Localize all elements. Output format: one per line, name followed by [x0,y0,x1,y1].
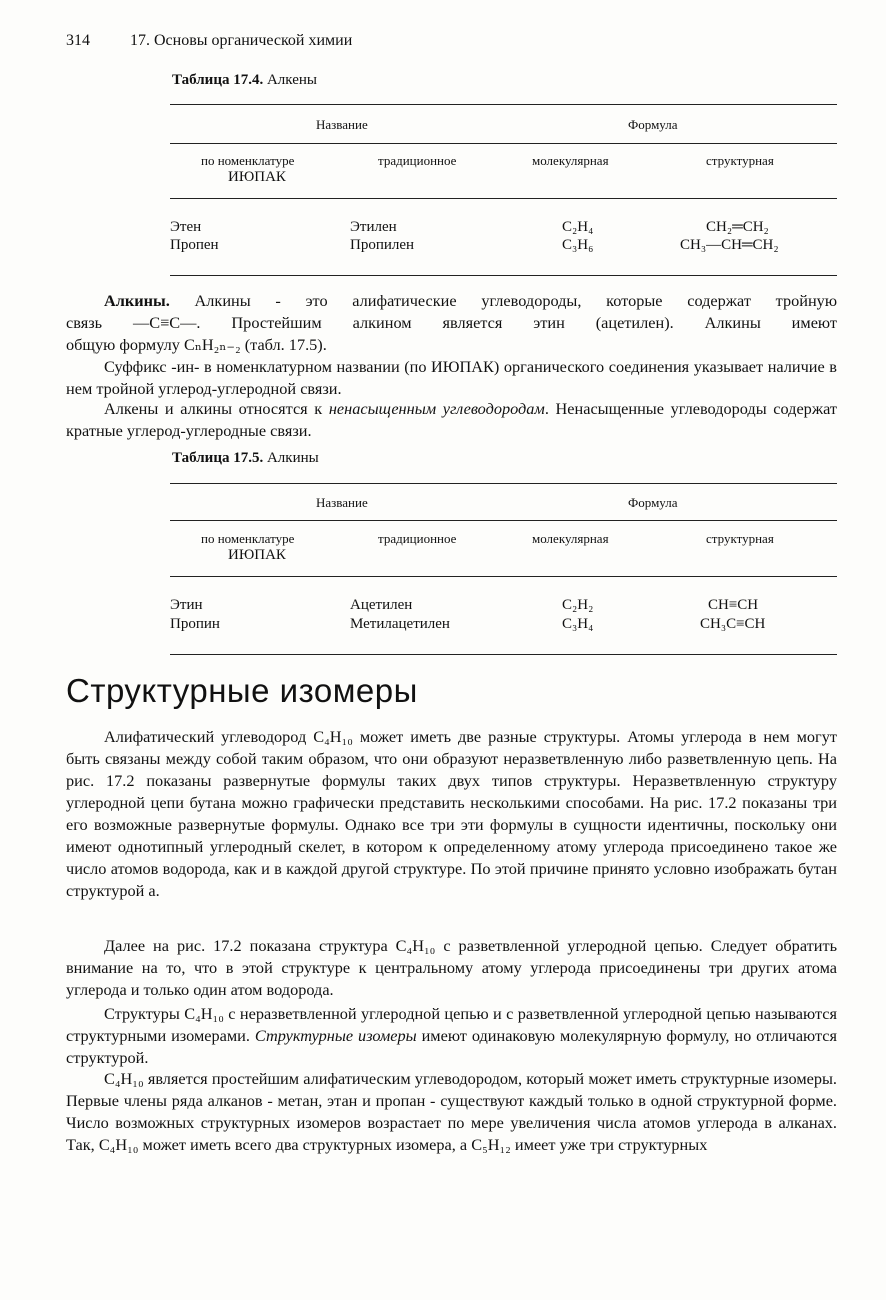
col-molecular: молекулярная [532,153,609,168]
col-group-name: Название [316,495,368,510]
table-cell: C₂H₂ [562,597,594,613]
para-line: связь —C≡C—. Простейшим алкином является этин (ацетилен). Алкины имеют [66,313,837,332]
table-rule [170,576,837,577]
table-rule [170,483,837,484]
running-header [66,32,352,50]
paragraph: Суффикс -ин- в номенклатурном названии (по ИЮПАК) органического соединения указывает наличие в нем тройной углерод-углеродной связи. [66,357,837,398]
table-caption-label: Таблица 17.4. [172,72,264,88]
para-text: имеют одинаковую молекулярную формулу, но отличаются структурой. [66,1026,838,1067]
table-rule [170,275,837,276]
table-cell: Пропин [170,616,220,632]
page-number: 314 [66,32,90,49]
table-rule [170,143,837,144]
col-iupac: по номенклатуре [201,153,295,168]
col-group-name: Название [316,117,368,132]
para-text: . Ненасыщенные углеводороды содержат кратные углерод-углеродные связи. [66,399,837,440]
para-emphasis: ненасыщенным углеводородам [328,399,545,418]
para-text: Алкены и алкины относятся к [104,399,329,418]
paragraph: Далее на рис. 17.2 показана структура C₄H₁₀ с разветвленной углеродной цепью. Следует обратить внимание на то, что в этой структуре к центральному атому углерода присоединены три других атома углерода и только один атом водорода. [66,936,837,999]
table-cell: CH≡CH [708,597,759,613]
col-group-formula: Формула [628,117,678,132]
table-cell: CH₃C≡CH [700,616,766,632]
table-rule [170,520,837,521]
table-cell: C₃H₄ [562,616,594,632]
paragraph [66,290,837,356]
paragraph [66,398,837,442]
table-rule [170,104,837,105]
col-traditional: традиционное [378,153,457,168]
table-cell: Ацетилен [350,597,413,613]
table-caption [172,450,319,467]
col-iupac-line2: ИЮПАК [228,547,286,563]
table-cell: CH₂═CH₂ [706,219,769,235]
table-caption-text: Алкины [266,450,319,466]
table-caption-text: Алкены [266,72,317,88]
table-cell: CH₃—CH═CH₂ [680,237,779,253]
col-traditional: традиционное [378,531,457,546]
paragraph: Алифатический углеводород C₄H₁₀ может иметь две разные структуры. Атомы углерода в нем могут быть связаны между собой таким образом, что они образуют неразветвленную либо разветвленную цепь. На рис. 17.2 показаны развернутые формулы таких двух типов структуры. Неразветвленную структуру углеродной цепи бутана можно графически представить несколькими способами. На рис. 17.2 показаны три его возможные развернутые формулы. Однако все три эти формулы в сущности идентичны, поскольку они имеют однотипный углеродный скелет, в котором к определенному атому углерода присоединено такое же число атомов водорода, как и в каждой другой структуре. По этой причине принято условно изображать бутан структурой а. [66,727,837,900]
paragraph: C₄H₁₀ является простейшим алифатическим углеводородом, который может иметь структурные изомеры. Первые члены ряда алканов - метан, этан и пропан - существуют каждый только в одной структурной форме. Число возможных структурных изомеров возрастает по мере увеличения числа атомов углерода в алканах. Так, C₄H₁₀ может иметь всего два структурных изомера, а C₅H₁₂ имеет уже три структурных [66,1069,837,1154]
table-cell: Этин [170,597,203,613]
col-structural: структурная [706,153,774,168]
table-caption-label: Таблица 17.5. [172,450,264,466]
section-title: Структурные изомеры [66,672,418,709]
para-line: общую формулу CₙH₂ₙ₋₂ (табл. 17.5). [66,335,327,354]
chapter-title: 17. Основы органической химии [130,32,353,49]
table-cell: Пропен [170,237,219,253]
table-cell: Метилацетилен [350,616,450,632]
table-rule [170,654,837,655]
para-text: Структуры C₄H₁₀ с неразветвленной углеродной цепью и с разветвленной углеродной цепью называются структурными изомерами. [66,1004,837,1045]
table-cell: C₂H₄ [562,219,594,235]
col-molecular: молекулярная [532,531,609,546]
para-emphasis: Структурные изомеры [254,1026,417,1045]
table-caption [172,72,317,89]
col-iupac: по номенклатуре [201,531,295,546]
para-lead: Алкины. [104,291,170,310]
table-cell: Этилен [350,219,397,235]
table-cell: Пропилен [350,237,415,253]
para-line: Алкины - это алифатические углеводороды, которые содержат тройную [194,291,837,310]
table-cell: C₃H₆ [562,237,594,253]
table-rule [170,198,837,199]
col-structural: структурная [706,531,774,546]
col-group-formula: Формула [628,495,678,510]
paragraph [66,1003,837,1069]
table-cell: Этен [170,219,202,235]
col-iupac-line2: ИЮПАК [228,169,286,185]
